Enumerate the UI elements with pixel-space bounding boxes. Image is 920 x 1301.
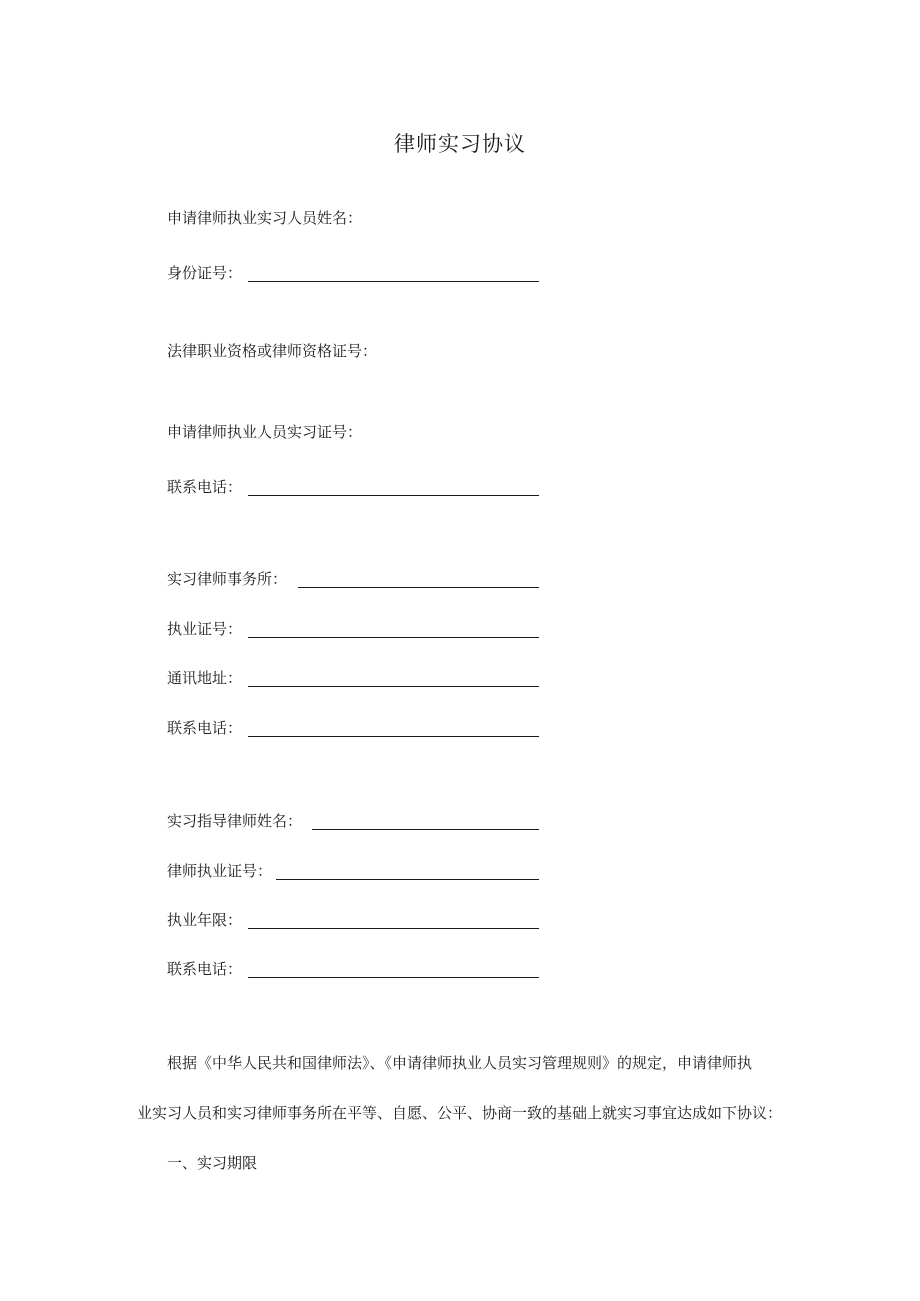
applicant-name-label: 申请律师执业实习人员姓名：: [167, 209, 363, 227]
firm-address-label: 通讯地址：: [167, 669, 243, 687]
mentor-phone-label: 联系电话：: [167, 960, 243, 978]
applicant-qualification-label: 法律职业资格或律师资格证号：: [167, 342, 378, 360]
document-title: 律师实习协议: [394, 132, 526, 156]
mentor-years-blank[interactable]: [248, 928, 539, 929]
mentor-license-blank[interactable]: [276, 879, 539, 880]
applicant-id-label: 身份证号：: [167, 264, 243, 282]
section-1-heading: 一、实习期限: [167, 1154, 258, 1172]
firm-name-label: 实习律师事务所：: [167, 570, 288, 588]
firm-license-label: 执业证号：: [167, 620, 243, 638]
mentor-phone-blank[interactable]: [248, 977, 539, 978]
firm-address-blank[interactable]: [248, 686, 539, 687]
applicant-phone-blank[interactable]: [248, 495, 539, 496]
applicant-id-blank[interactable]: [248, 281, 539, 282]
firm-phone-label: 联系电话：: [167, 719, 243, 737]
intro-paragraph-line-1: 根据《中华人民共和国律师法》、《申请律师执业人员实习管理规则》的规定，申请律师执: [167, 1054, 753, 1072]
applicant-phone-label: 联系电话：: [167, 478, 243, 496]
mentor-name-label: 实习指导律师姓名：: [167, 812, 303, 830]
intro-paragraph-line-2: 业实习人员和实习律师事务所在平等、自愿、公平、协商一致的基础上就实习事宜达成如下协议：: [137, 1104, 783, 1122]
mentor-name-blank[interactable]: [312, 829, 539, 830]
mentor-license-label: 律师执业证号：: [167, 862, 273, 880]
firm-license-blank[interactable]: [248, 637, 539, 638]
mentor-years-label: 执业年限：: [167, 911, 243, 929]
firm-phone-blank[interactable]: [248, 736, 539, 737]
firm-name-blank[interactable]: [298, 587, 539, 588]
applicant-internship-cert-label: 申请律师执业人员实习证号：: [167, 423, 363, 441]
